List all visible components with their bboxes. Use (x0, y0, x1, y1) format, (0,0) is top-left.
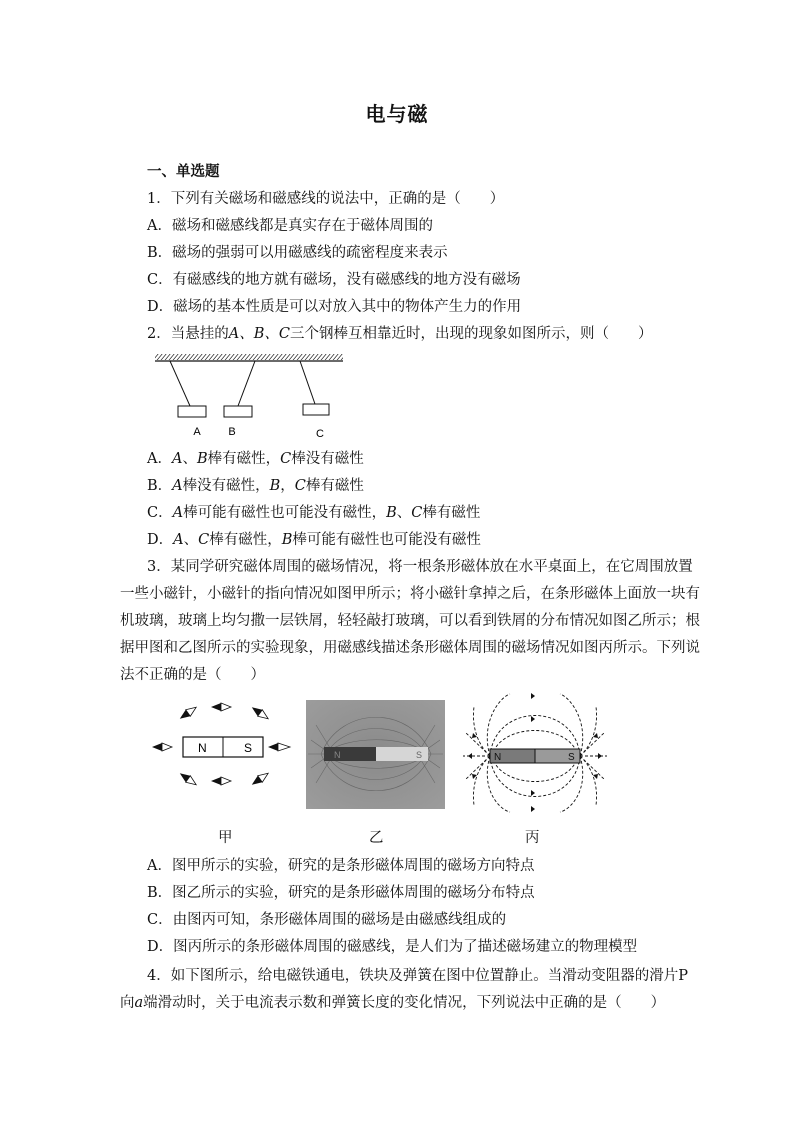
string-c (300, 361, 315, 404)
rod-a (178, 406, 206, 417)
compass-needle-icon (178, 770, 199, 788)
string-a (170, 361, 190, 406)
section-heading: 一、单选题 (147, 163, 220, 180)
q3-option-c: C．由图丙可知，条形磁体周围的磁场是由磁感线组成的 (147, 912, 507, 928)
magnet-n-label: N (198, 741, 207, 755)
figure-bing-field-lines (460, 692, 610, 814)
bing-n-label: N (494, 752, 502, 763)
q2-stem-suffix: 三个钢棒互相靠近时，出现的现象如图所示，则（ ） (289, 326, 653, 342)
label-c: C (316, 428, 324, 440)
q3-stem-line-3: 机玻璃，玻璃上均匀撒一层铁屑，轻轻敲打玻璃，可以看到铁屑的分布情况如图乙所示；根 (120, 613, 700, 629)
label-a: A (193, 426, 201, 438)
label-b: B (228, 426, 236, 438)
q1-option-c: C．有磁感线的地方就有磁场，没有磁感线的地方没有磁场 (147, 272, 521, 288)
figure-jia-compasses (148, 695, 298, 795)
page-title: 电与磁 (365, 102, 429, 126)
q1-option-a: A．磁场和磁感线都是真实存在于磁体周围的 (147, 218, 433, 234)
q3-stem-line-4: 据甲图和乙图所示的实验现象，用磁感线描述条形磁体周围的磁场情况如图丙所示。下列说 (120, 640, 700, 656)
q4-stem-line-1: 4．如下图所示，给电磁铁通电，铁块及弹簧在图中位置静止。当滑动变阻器的滑片P (147, 968, 688, 984)
compass-needle-icon (250, 770, 271, 788)
q3-stem-line-5: 法不正确的是（ ） (120, 667, 265, 683)
q1-option-d: D．磁场的基本性质是可以对放入其中的物体产生力的作用 (147, 299, 522, 315)
rod-c (303, 404, 329, 415)
rod-b (224, 406, 252, 417)
q3-option-d: D．图丙所示的条形磁体周围的磁感线，是人们为了描述磁场建立的物理模型 (147, 939, 638, 955)
q3-stem-line-1: 3．某同学研究磁体周围的磁场情况，将一根条形磁体放在水平桌面上，在它周围放置 (147, 559, 693, 575)
q2-stem-prefix: 2．当悬挂的 (147, 326, 229, 342)
q3-option-b: B．图乙所示的实验，研究的是条形磁体周围的磁场分布特点 (147, 885, 535, 901)
q1-stem: 1．下列有关磁场和磁感线的说法中，正确的是（ ） (147, 191, 505, 207)
svg-text:S: S (416, 750, 423, 760)
hanging-rods-figure (150, 353, 350, 443)
compass-needle-icon (152, 743, 172, 751)
q2-option-c: C．A棒可能有磁性也可能没有磁性，B、C棒有磁性 (147, 505, 481, 521)
caption-yi: 乙 (369, 830, 384, 846)
ceiling-hatch (155, 354, 343, 360)
compass-needle-icon (211, 777, 231, 785)
q1-option-b: B．磁场的强弱可以用磁感线的疏密程度来表示 (147, 245, 448, 261)
compass-needle-icon (178, 704, 199, 722)
svg-text:N: N (334, 750, 341, 760)
q3-option-a: A．图甲所示的实验，研究的是条形磁体周围的磁场方向特点 (147, 858, 535, 874)
compass-needle-icon (211, 703, 231, 711)
bing-s-label: S (568, 752, 575, 763)
q4-stem-line-2: 向a端滑动时，关于电流表示数和弹簧长度的变化情况，下列说法中正确的是（ ） (120, 995, 666, 1011)
q2-option-d: D．A、C棒有磁性，B棒可能有磁性也可能没有磁性 (147, 532, 481, 548)
q2-rod-names: A、B、C (228, 326, 290, 342)
string-b (238, 361, 255, 406)
caption-bing: 丙 (525, 830, 540, 846)
compass-needle-icon (268, 743, 290, 751)
q3-stem-line-2: 一些小磁针，小磁针的指向情况如图甲所示；将小磁针拿掉之后，在条形磁体上面放一块有 (120, 586, 700, 602)
caption-jia: 甲 (218, 830, 233, 846)
figure-yi-iron-filings-photo (306, 700, 445, 809)
q2-option-b: B．A棒没有磁性，B，C棒有磁性 (147, 478, 364, 494)
magnet-s-label: S (244, 741, 253, 755)
compass-needle-icon (250, 704, 271, 722)
q2-stem (147, 324, 652, 344)
q2-option-a: A．A、B棒有磁性，C棒没有磁性 (147, 451, 364, 467)
